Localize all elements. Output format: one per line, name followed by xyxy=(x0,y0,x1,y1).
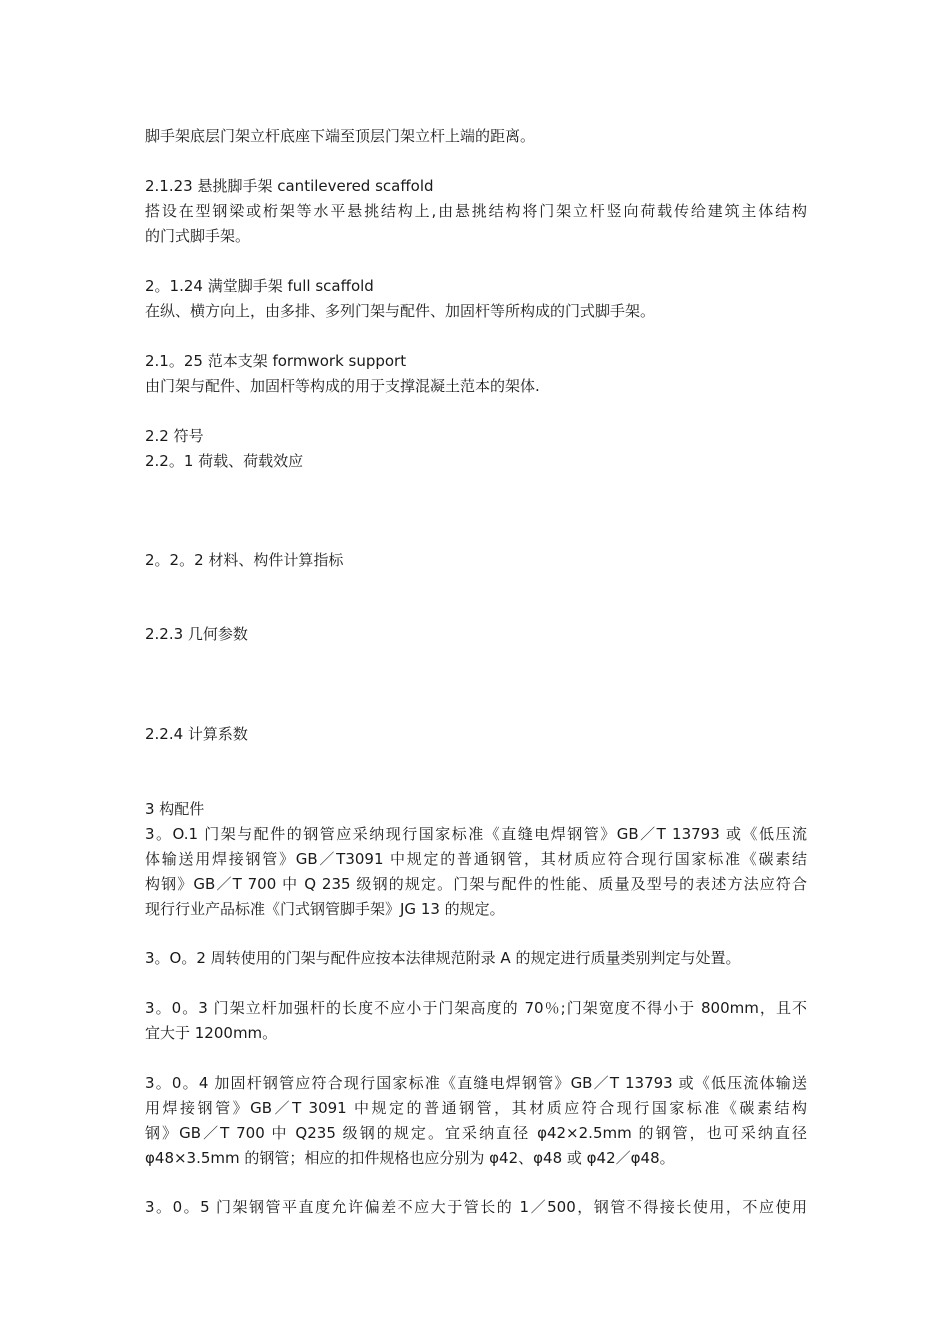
section-heading: 2.2.3 几何参数 xyxy=(145,625,248,643)
text-line: 构钢》GB／T 700 中 Q 235 级钢的规定。门架与配件的性能、质量及型号的表述方法应符合 xyxy=(145,875,807,893)
section-heading: 2.2。1 荷载、荷载效应 xyxy=(145,452,304,470)
text-line: 3。0。5 门架钢管平直度允许偏差不应大于管长的 1／500，钢管不得接长使用，不应使用 xyxy=(145,1198,807,1216)
text-line: φ48×3.5mm 的钢管；相应的扣件规格也应分别为 φ42、φ48 或 φ42／φ48。 xyxy=(145,1149,675,1167)
section-heading: 2.1.23 悬挑脚手架 cantilevered scaffold xyxy=(145,177,434,195)
text-line: 3。O。2 周转使用的门架与配件应按本法律规范附录 A 的规定进行质量类别判定与处置。 xyxy=(145,949,741,967)
section-heading: 2.1。25 范本支架 formwork support xyxy=(145,352,407,370)
section-heading: 2。2。2 材料、构件计算指标 xyxy=(145,551,344,569)
text-line: 在纵、横方向上，由多排、多列门架与配件、加固杆等所构成的门式脚手架。 xyxy=(145,302,656,320)
text-line: 3。0。3 门架立杆加强杆的长度不应小于门架高度的 70％;门架宽度不得小于 800mm，且不 xyxy=(145,999,807,1017)
text-line: 的门式脚手架。 xyxy=(145,227,251,245)
text-line: 脚手架底层门架立杆底座下端至顶层门架立杆上端的距离。 xyxy=(145,127,536,145)
text-line: 用焊接钢管》GB／T 3091 中规定的普通钢管，其材质应符合现行国家标准《碳素结构 xyxy=(145,1099,807,1117)
text-line: 体输送用焊接钢管》GB／T3091 中规定的普通钢管，其材质应符合现行国家标准《碳素结 xyxy=(145,850,807,868)
text-line: 现行行业产品标准《门式钢管脚手架》JG 13 的规定。 xyxy=(145,900,505,918)
section-heading: 2.2.4 计算系数 xyxy=(145,725,248,743)
text-line: 搭设在型钢梁或桁架等水平悬挑结构上,由悬挑结构将门架立杆竖向荷载传给建筑主体结构 xyxy=(145,202,807,220)
document-page xyxy=(145,0,807,1344)
text-line: 3。0。4 加固杆钢管应符合现行国家标准《直缝电焊钢管》GB／T 13793 或《低压流体输送 xyxy=(145,1074,807,1092)
section-heading: 2。1.24 满堂脚手架 full scaffold xyxy=(145,277,374,295)
text-line: 钢》GB／T 700 中 Q235 级钢的规定。宜采纳直径 φ42×2.5mm 的钢管，也可采纳直径 xyxy=(145,1124,807,1142)
text-line: 3。O.1 门架与配件的钢管应采纳现行国家标准《直缝电焊钢管》GB／T 13793 或《低压流 xyxy=(145,825,807,843)
section-heading: 3 构配件 xyxy=(145,800,205,818)
text-line: 宜大于 1200mm。 xyxy=(145,1024,278,1042)
text-line: 由门架与配件、加固杆等构成的用于支撑混凝土范本的架体. xyxy=(145,377,540,395)
section-heading: 2.2 符号 xyxy=(145,427,204,445)
